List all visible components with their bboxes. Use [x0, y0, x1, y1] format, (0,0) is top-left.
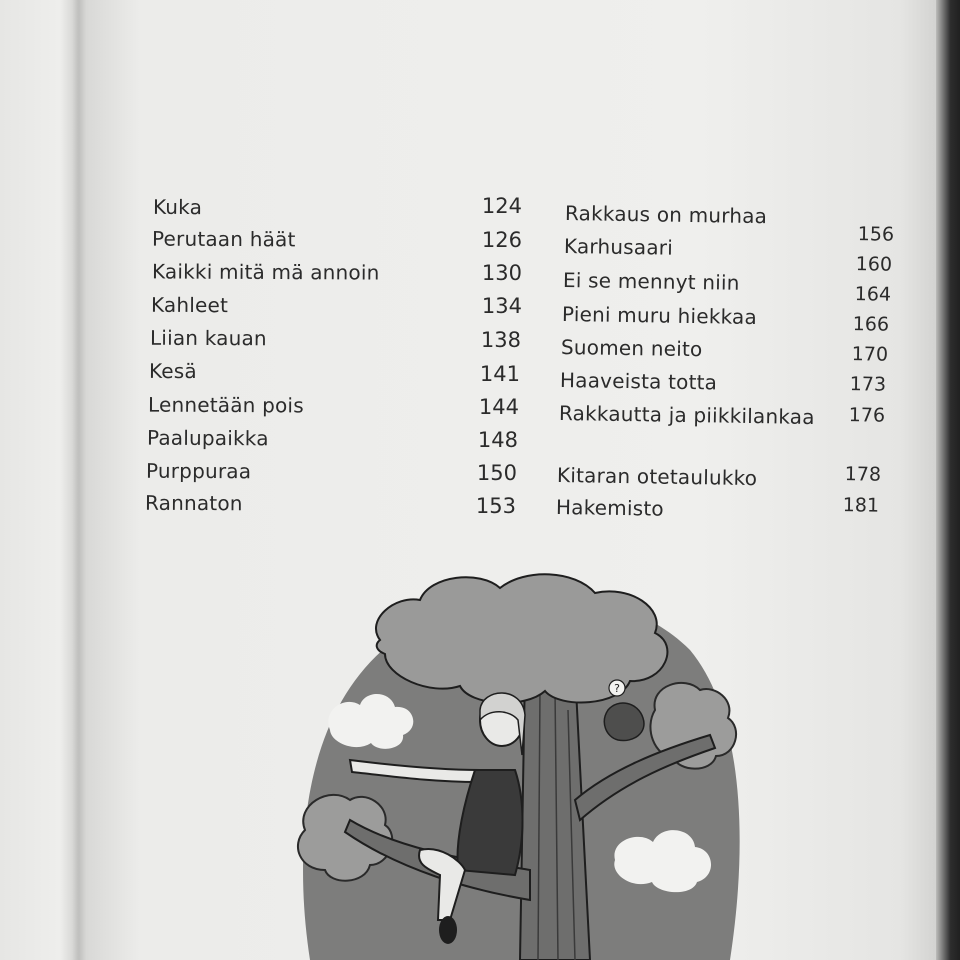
toc-entry-title: Hakemisto — [555, 495, 664, 521]
bird — [604, 703, 644, 741]
toc-entry-title: Pieni muru hiekkaa — [561, 302, 758, 330]
toc-entry-title: Perutaan häät — [151, 226, 296, 252]
toc-entry-page: 126 — [481, 228, 522, 252]
toc-entry-page: 124 — [481, 194, 522, 218]
toc-entry-title: Rakkaus on murhaa — [564, 201, 768, 229]
toc-entry-page: 148 — [477, 428, 518, 452]
toc-entry-page: 153 — [475, 494, 516, 518]
toc-entry-title: Liian kauan — [149, 325, 267, 351]
toc-entry-title: Paalupaikka — [146, 425, 269, 451]
toc-entry-page: 144 — [478, 395, 519, 419]
toc-entry-title: Purppuraa — [145, 458, 252, 484]
toc-entry-page: 150 — [476, 461, 517, 485]
toc-entry-title: Kaikki mitä mä annoin — [151, 259, 380, 285]
toc-entry-title: Rakkautta ja piikkilankaa — [558, 401, 815, 430]
toc-entry-title: Kahleet — [150, 292, 229, 318]
toc-entry-page: 160 — [855, 253, 893, 276]
toc-entry-page: 164 — [854, 283, 892, 306]
toc-entry-title: Karhusaari — [563, 234, 674, 260]
toc-entry-title: Kitaran otetaulukko — [556, 463, 758, 491]
toc-entry-page: 173 — [849, 373, 887, 396]
tree-girl-bird-illustration — [290, 570, 750, 960]
toc-entry-title: Rannaton — [144, 490, 243, 516]
toc-entry-page: 130 — [481, 261, 522, 285]
toc-entry-page: 178 — [844, 463, 882, 486]
toc-entry-title: Suomen neito — [560, 335, 703, 362]
toc-entry-page: 170 — [851, 343, 889, 366]
toc-entry-title: Lennetään pois — [147, 392, 304, 418]
toc-entry-page: 138 — [480, 328, 521, 352]
toc-entry-title: Haaveista totta — [559, 368, 718, 395]
toc-entry-page: 156 — [857, 223, 895, 246]
girl-shoe — [439, 916, 457, 944]
bird-speech-text: ? — [614, 682, 620, 695]
toc-entry-title: Kesä — [148, 358, 197, 384]
toc-entry-page: 181 — [842, 494, 880, 517]
toc-entry-title: Kuka — [152, 194, 203, 220]
book-edge-shadow — [936, 0, 960, 960]
toc-entry-page: 134 — [481, 294, 522, 318]
toc-entry-page: 166 — [852, 313, 890, 336]
toc-entry-page: 141 — [479, 362, 520, 386]
toc-entry-page: 176 — [848, 404, 886, 427]
toc-entry-title: Ei se mennyt niin — [562, 268, 740, 295]
